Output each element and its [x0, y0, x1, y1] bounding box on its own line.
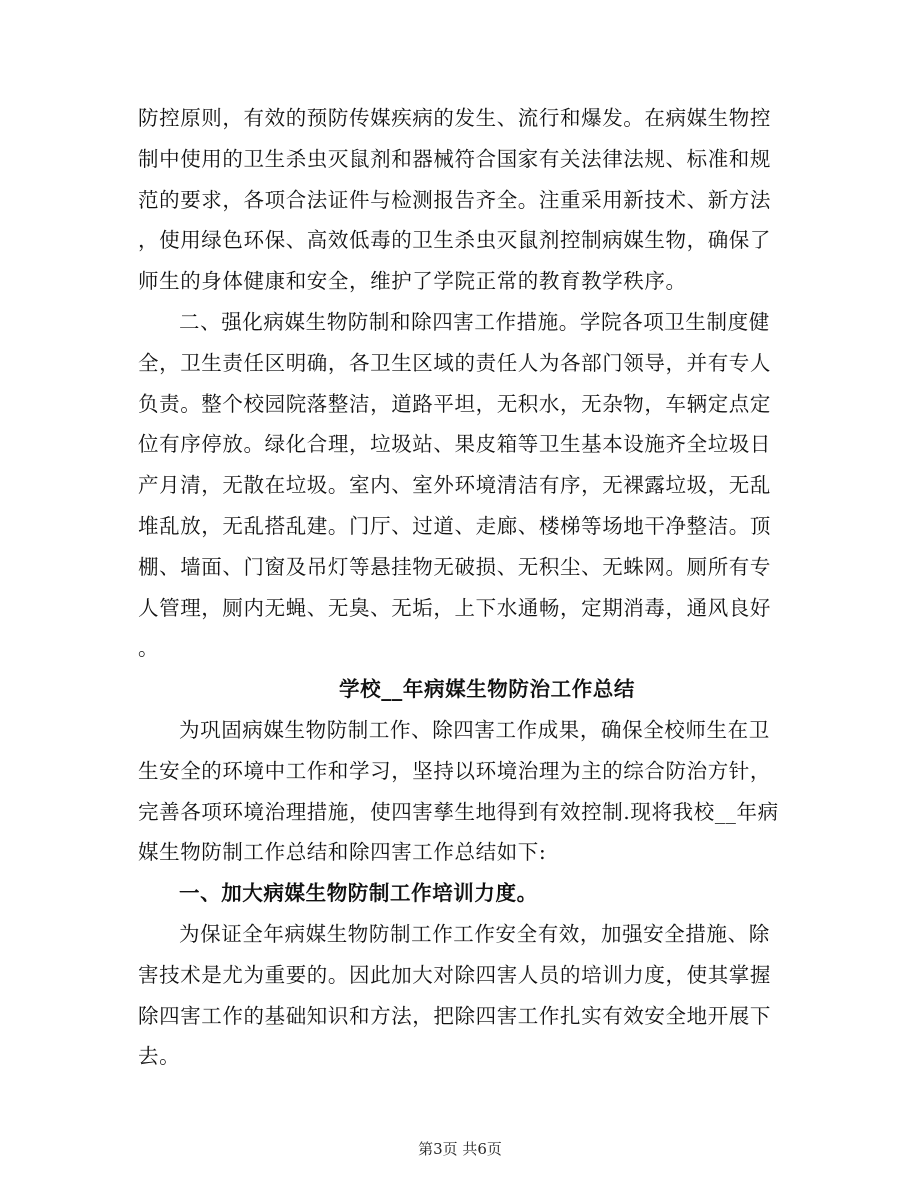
body-line: 。	[138, 636, 160, 661]
body-line: 除四害工作的基础知识和方法，把除四害工作扎实有效安全地开展下	[138, 1003, 771, 1028]
body-line: 去。	[138, 1044, 181, 1069]
body-line: 师生的身体健康和安全，维护了学院正常的教育教学秩序。	[138, 269, 687, 294]
body-line: 为保证全年病媒生物防制工作工作安全有效，加强安全措施、除	[179, 921, 770, 946]
section-heading: 一、加大病媒生物防制工作培训力度。	[179, 881, 538, 906]
section-title: 学校__年病媒生物防治工作总结	[339, 677, 635, 702]
body-line: 位有序停放。绿化合理，垃圾站、果皮箱等卫生基本设施齐全垃圾日	[138, 432, 771, 457]
page-number: 第3页 共6页	[418, 1140, 502, 1158]
body-line: 范的要求，各项合法证件与检测报告齐全。注重采用新技术、新方法	[138, 187, 771, 212]
body-line: 为巩固病媒生物防制工作、除四害工作成果，确保全校师生在卫	[179, 717, 770, 742]
body-line: 害技术是尤为重要的。因此加大对除四害人员的培训力度，使其掌握	[138, 962, 771, 987]
body-line: 制中使用的卫生杀虫灭鼠剂和器械符合国家有关法律法规、标准和规	[138, 146, 771, 171]
body-line: 完善各项环境治理措施，使四害孳生地得到有效控制.现将我校__年病	[138, 799, 779, 824]
body-line: 棚、墙面、门窗及吊灯等悬挂物无破损、无积尘、无蛛网。厕所有专	[138, 554, 771, 579]
body-line: 产月清，无散在垃圾。室内、室外环境清洁有序，无裸露垃圾，无乱	[138, 473, 771, 498]
body-line: 防控原则，有效的预防传媒疾病的发生、流行和爆发。在病媒生物控	[138, 106, 771, 130]
body-line: 人管理，厕内无蝇、无臭、无垢，上下水通畅，定期消毒，通风良好	[138, 595, 771, 620]
body-line: 二、强化病媒生物防制和除四害工作措施。学院各项卫生制度健	[179, 309, 770, 334]
document-body	[138, 98, 786, 1077]
body-line: 堆乱放，无乱搭乱建。门厅、过道、走廊、楼梯等场地干净整洁。顶	[138, 513, 771, 538]
body-line: 生安全的环境中工作和学习，坚持以环境治理为主的综合防治方针，	[138, 758, 771, 783]
body-line: 全，卫生责任区明确，各卫生区域的责任人为各部门领导，并有专人	[138, 350, 771, 375]
body-line: ，使用绿色环保、高效低毒的卫生杀虫灭鼠剂控制病媒生物，确保了	[138, 228, 771, 253]
body-line: 媒生物防制工作总结和除四害工作总结如下:	[138, 840, 547, 865]
body-line: 负责。整个校园院落整洁，道路平坦，无积水，无杂物，车辆定点定	[138, 391, 771, 416]
